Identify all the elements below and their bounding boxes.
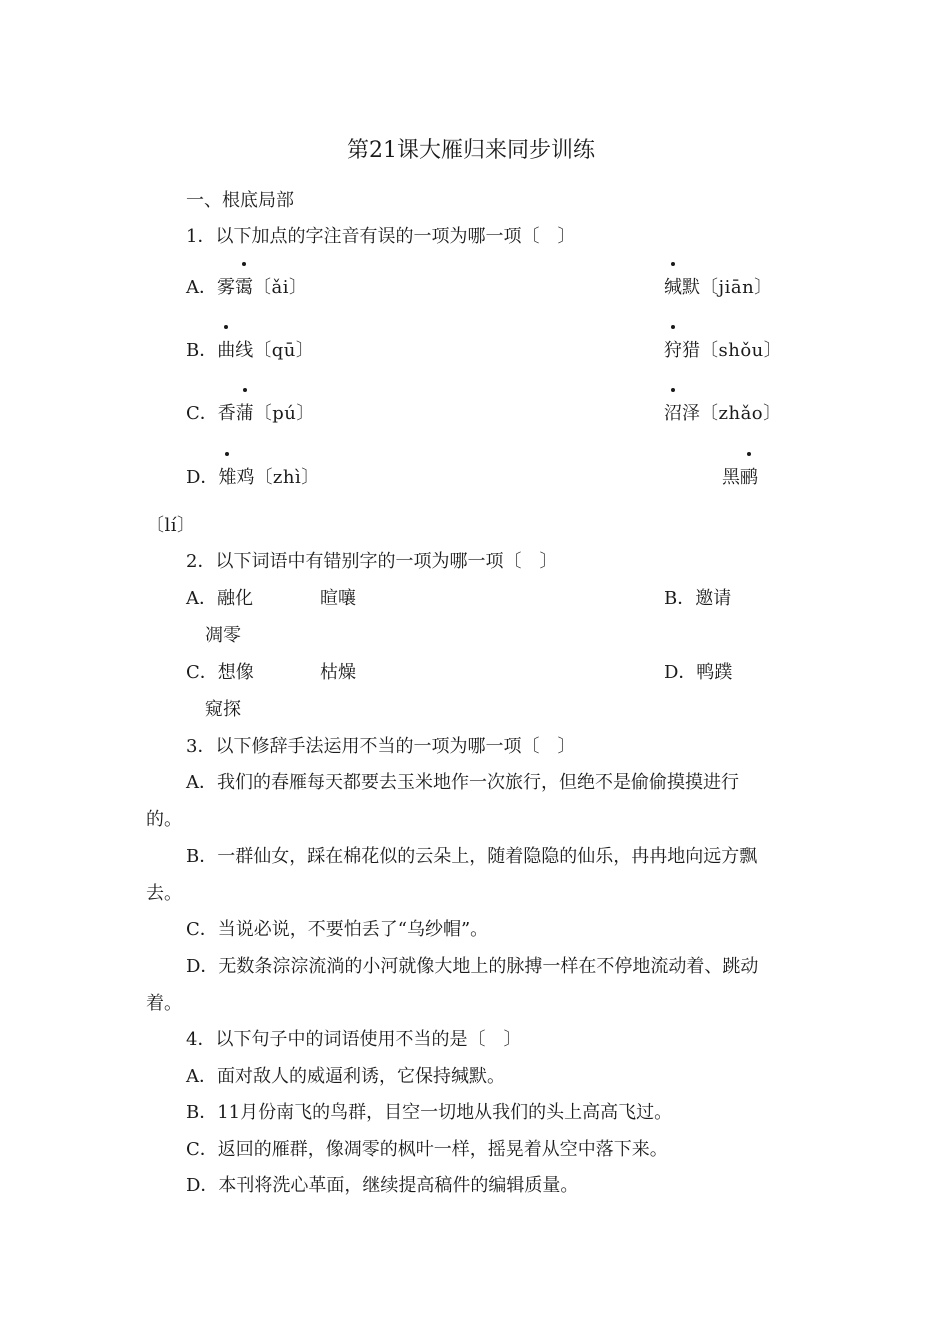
section-heading: 一、根底局部 <box>186 190 294 211</box>
q1-option-c-left: C．香蒲〔pú〕 <box>186 403 315 424</box>
q1-option-c-right: 沼泽〔zhǎo〕 <box>664 403 782 424</box>
q3-stem: 3．以下修辞手法运用不当的一项为哪一项〔 〕 <box>186 736 576 757</box>
q4-option-b: B．11月份南飞的鸟群，目空一切地从我们的头上高高飞过。 <box>186 1102 673 1123</box>
q4-option-c: C．返回的雁群，像凋零的枫叶一样，摇晃着从空中落下来。 <box>186 1139 668 1160</box>
q2-option-c: C．想像 <box>186 662 254 683</box>
q2-option-d: D．鸭蹼 <box>664 662 733 683</box>
q4-option-a: A．面对敌人的威逼利诱，它保持缄默。 <box>186 1066 505 1087</box>
q4-stem: 4．以下句子中的词语使用不当的是〔 〕 <box>186 1029 522 1050</box>
q1-option-d-right: 黑鹂 <box>722 467 758 488</box>
q4-option-d: D．本刊将洗心革面，继续提高稿件的编辑质量。 <box>186 1175 579 1196</box>
page-title: 第21课大雁归来同步训练 <box>347 138 595 163</box>
q2-option-c-word2: 枯燥 <box>320 662 356 683</box>
q1-option-b-left: B．曲线〔qū〕 <box>186 340 315 361</box>
q2-option-a-word2: 暄嚷 <box>320 588 356 609</box>
q3-option-a-cont: 的。 <box>146 809 182 830</box>
q3-option-a: A．我们的春雁每天都要去玉米地作一次旅行，但绝不是偷偷摸摸进行 <box>186 772 739 793</box>
q2-option-b-word2: 凋零 <box>205 625 241 646</box>
q2-option-d-word2: 窥探 <box>205 699 241 720</box>
q1-option-b-right: 狩猎〔shǒu〕 <box>664 340 783 361</box>
q1-option-d-pinyin-wrap: 〔lí〕 <box>146 515 196 536</box>
q2-option-b: B．邀请 <box>664 588 732 609</box>
q3-option-d-cont: 着。 <box>146 993 182 1014</box>
q3-option-b: B．一群仙女，踩在棉花似的云朵上，随着隐隐的仙乐，冉冉地向远方飘 <box>186 846 758 867</box>
q3-option-d: D．无数条淙淙流淌的小河就像大地上的脉搏一样在不停地流动着、跳动 <box>186 956 759 977</box>
q1-option-a-right: 缄默〔jiān〕 <box>664 277 773 298</box>
q2-stem: 2．以下词语中有错别字的一项为哪一项〔 〕 <box>186 551 558 572</box>
q1-stem: 1．以下加点的字注音有误的一项为哪一项〔 〕 <box>186 226 576 247</box>
q3-option-c: C．当说必说，不要怕丢了“乌纱帽”。 <box>186 919 489 940</box>
q2-option-a: A．融化 <box>186 588 253 609</box>
q1-option-d-left: D．雉鸡〔zhì〕 <box>186 467 320 488</box>
q1-option-a-left: A．雾霭〔ǎi〕 <box>186 277 308 298</box>
q3-option-b-cont: 去。 <box>146 883 182 904</box>
